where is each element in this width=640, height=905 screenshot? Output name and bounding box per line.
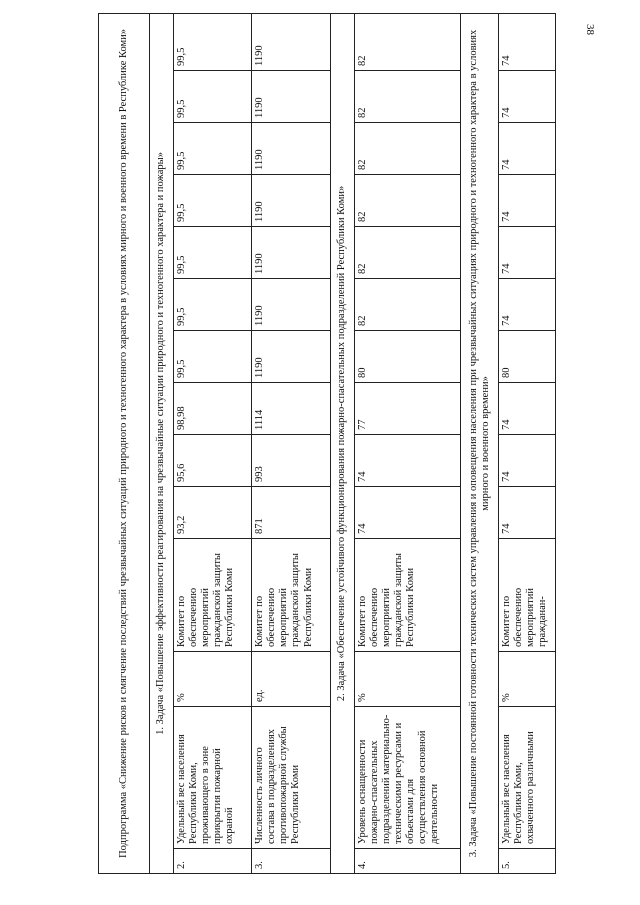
value-cell: 82 [354,175,460,227]
value-cell: 1114 [252,383,331,435]
table-row [252,13,331,873]
table-row [173,13,252,873]
value-cell: 99,5 [173,175,252,227]
subprogram-title: Подпрограмма «Снижение рисков и смягчение последствий чрезвычайных ситуаций природного и техногенного характера в условиях мирного и военного времени в Республике Коми» [99,13,150,873]
value-cell: 99,5 [173,279,252,331]
value-cell: 74 [499,123,556,175]
table-row [499,13,556,873]
value-cell: 1190 [252,227,331,279]
value-cell: 82 [354,123,460,175]
unit: % [354,652,460,707]
value-cell: 1190 [252,279,331,331]
indicator-name: Удельный вес населения Республики Коми, проживающего в зоне прикрытия пожарной охраной [173,707,252,849]
value-cell: 74 [499,227,556,279]
value-cell: 1190 [252,175,331,227]
value-cell: 74 [499,279,556,331]
value-cell: 74 [499,383,556,435]
executor: Комитет по обеспечению мероприятий гражданской защиты Республики Коми [354,539,460,652]
value-cell: 1190 [252,13,331,70]
page-number: 38 [584,24,596,35]
executor: Комитет по обеспечению мероприятий гражданской защиты Республики Коми [173,539,252,652]
unit: % [173,652,252,707]
value-cell: 77 [354,383,460,435]
value-cell: 99,5 [173,227,252,279]
task-3-title: 3. Задача «Повышение постоянной готовности технических систем управления и оповещения населения при чрезвычайных ситуациях природного и техногенного характера в условиях мирного и военного времени» [460,13,498,873]
executor: Комитет по обеспечению мероприятий гражданан- [499,539,556,652]
unit: ед. [252,652,331,707]
row-number: 5. [499,849,556,874]
value-cell: 93,2 [173,487,252,539]
value-cell: 99,5 [173,123,252,175]
value-cell: 99,5 [173,331,252,383]
indicators-table [98,13,556,874]
value-cell: 82 [354,71,460,123]
row-number: 3. [252,849,331,874]
value-cell: 98,98 [173,383,252,435]
value-cell: 74 [499,435,556,487]
value-cell: 993 [252,435,331,487]
row-number: 4. [354,849,460,874]
value-cell: 74 [499,13,556,70]
value-cell: 1190 [252,71,331,123]
value-cell: 74 [354,487,460,539]
value-cell: 1190 [252,123,331,175]
value-cell: 99,5 [173,13,252,70]
indicator-name: Уровень оснащенности пожарно-спасательных подразделений материально-техническими ресурсами и объектами для осуществления основной деятельности [354,707,460,849]
unit: % [499,652,556,707]
value-cell: 74 [499,71,556,123]
value-cell: 74 [499,175,556,227]
executor: Комитет по обеспечению мероприятий гражданской защиты Республики Коми [252,539,331,652]
task-2-title: 2. Задача «Обеспечение устойчивого функционирования пожарно-спасательных подразделений Республики Коми» [331,13,354,873]
indicator-name: Численность личного состава в подразделениях противопожарной службы Республики Коми [252,707,331,849]
value-cell: 80 [354,331,460,383]
value-cell: 82 [354,227,460,279]
value-cell: 95,6 [173,435,252,487]
value-cell: 82 [354,13,460,70]
rotated-document-page [98,14,556,874]
value-cell: 1190 [252,331,331,383]
value-cell: 74 [354,435,460,487]
row-number: 2. [173,849,252,874]
task-1-title: 1. Задача «Повышение эффективности реагирования на чрезвычайные ситуации природного и техногенного характера и пожары» [150,13,173,873]
value-cell: 80 [499,331,556,383]
value-cell: 82 [354,279,460,331]
value-cell: 871 [252,487,331,539]
value-cell: 74 [499,487,556,539]
value-cell: 99,5 [173,71,252,123]
table-row [354,13,460,873]
indicator-name: Удельный вес населения Республики Коми, охваченного различными [499,707,556,849]
